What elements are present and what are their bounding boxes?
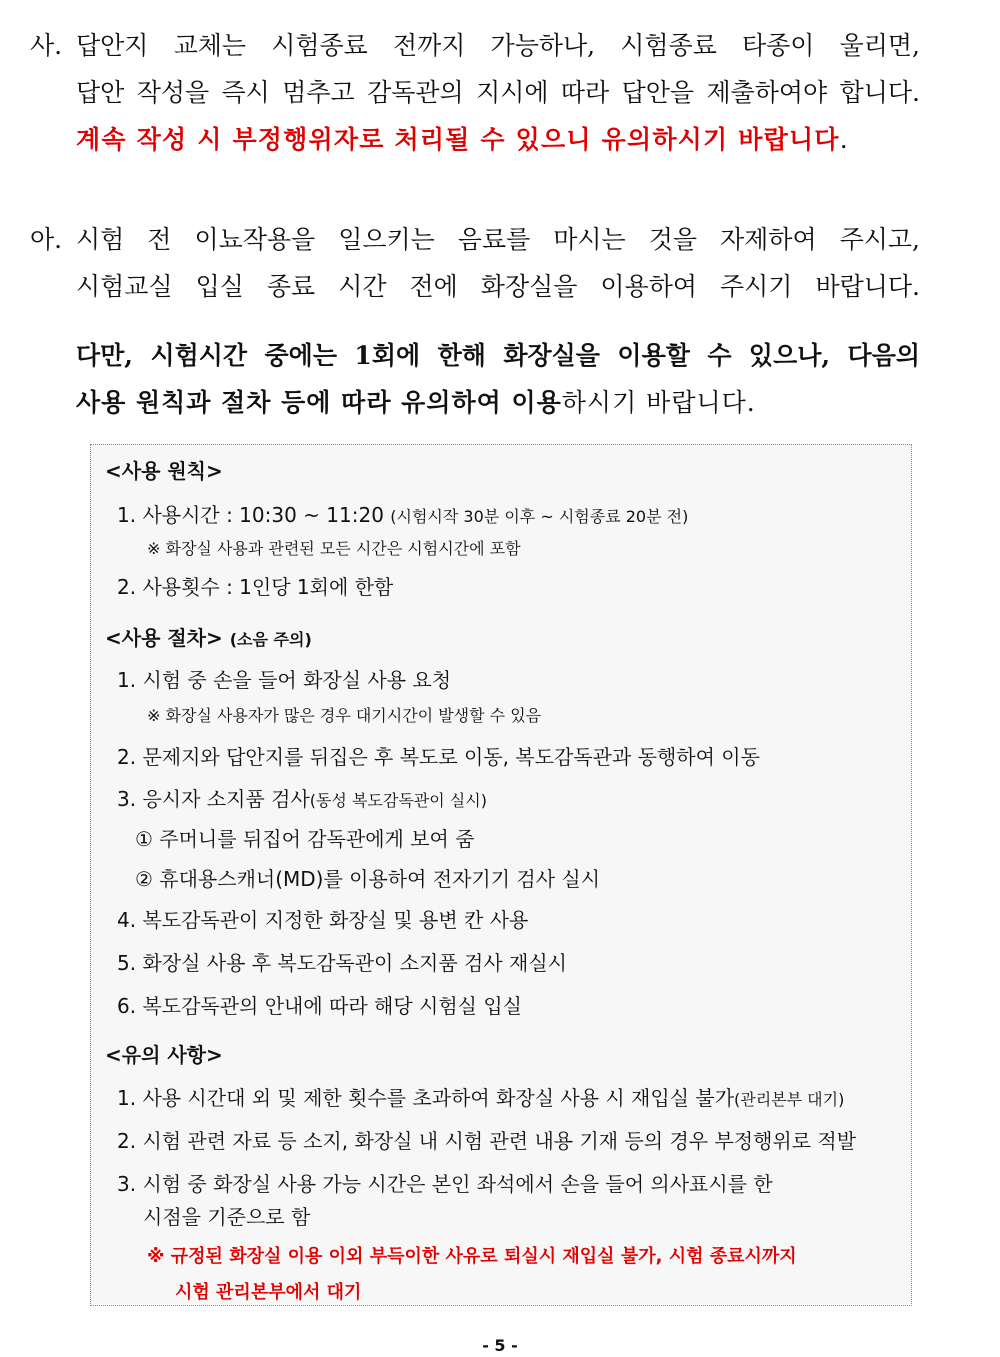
section-sa bbox=[30, 22, 920, 163]
procedure-title bbox=[105, 622, 312, 651]
caution-3-line1: 3. 시험 중 화장실 사용 가능 시간은 본인 좌석에서 손을 들어 의사표시를 한 bbox=[117, 1172, 773, 1196]
section-a-cont bbox=[30, 332, 920, 426]
caution-3-line2: 시점을 기준으로 함 bbox=[143, 1205, 311, 1229]
caution-1 bbox=[117, 1082, 844, 1111]
principle-1-detail: (시험시작 30분 이후 ~ 시험종료 20분 전) bbox=[390, 507, 689, 526]
section-sa-period: . bbox=[839, 125, 849, 154]
principle-1 bbox=[117, 499, 688, 528]
procedure-3 bbox=[117, 783, 487, 812]
caution-warning-line2: 시험 관리본부에서 대기 bbox=[175, 1282, 362, 1303]
procedure-3-b: ② 휴대용스캐너(MD)를 이용하여 전자기기 검사 실시 bbox=[135, 867, 601, 891]
caution-2: 2. 시험 관련 자료 등 소지, 화장실 내 시험 관련 내용 기재 등의 경우 부정행위로 적발 bbox=[117, 1129, 857, 1153]
principles-title: <사용 원칙> bbox=[105, 459, 223, 483]
section-a-line1: 시험 전 이뇨작용을 일으키는 음료를 마시는 것을 자제하여 주시고, bbox=[76, 225, 920, 254]
procedure-title-text: <사용 절차> bbox=[105, 626, 223, 650]
procedure-3-main: 3. 응시자 소지품 검사 bbox=[117, 787, 310, 811]
section-a-marker: 아. bbox=[30, 225, 63, 254]
section-a-line4-tail: 하시기 바랍니다. bbox=[561, 388, 756, 417]
caution-1-main: 1. 사용 시간대 외 및 제한 횟수를 초과하여 화장실 사용 시 재입실 불가 bbox=[117, 1086, 735, 1110]
section-a-line4 bbox=[30, 379, 920, 426]
procedure-1: 1. 시험 중 손을 들어 화장실 사용 요청 bbox=[117, 668, 452, 692]
procedure-2: 2. 문제지와 답안지를 뒤집은 후 복도로 이동, 복도감독관과 동행하여 이동 bbox=[117, 745, 760, 769]
procedure-subtitle: (소음 주의) bbox=[229, 630, 312, 649]
principle-1-note: ※ 화장실 사용과 관련된 모든 시간은 시험시간에 포함 bbox=[147, 539, 521, 558]
section-a-line4-bold: 사용 원칙과 절차 등에 따라 유의하여 이용 bbox=[76, 388, 562, 417]
restroom-rules-box bbox=[90, 444, 912, 1306]
section-a-line3: 다만, 시험시간 중에는 1회에 한해 화장실을 이용할 수 있으나, 다음의 bbox=[76, 341, 920, 370]
principle-1-main: 1. 사용시간 : 10:30 ~ 11:20 bbox=[117, 503, 391, 527]
caution-warning-line1: ※ 규정된 화장실 이용 이외 부득이한 사유로 퇴실시 재입실 불가, 시험 종료시까지 bbox=[147, 1246, 797, 1267]
procedure-3-detail: (동성 복도감독관이 실시) bbox=[309, 791, 487, 810]
caution-title: <유의 사항> bbox=[105, 1043, 223, 1067]
page-number: - 5 - bbox=[482, 1336, 518, 1355]
section-sa-line2: 답안 작성을 즉시 멈추고 감독관의 지시에 따라 답안을 제출하여야 합니다. bbox=[76, 78, 920, 107]
caution-1-detail: (관리본부 대기) bbox=[734, 1090, 845, 1109]
section-sa-line3 bbox=[30, 116, 920, 163]
procedure-6: 6. 복도감독관의 안내에 따라 해당 시험실 입실 bbox=[117, 994, 522, 1018]
procedure-1-note: ※ 화장실 사용자가 많은 경우 대기시간이 발생할 수 있음 bbox=[147, 706, 542, 725]
procedure-3-a: ① 주머니를 뒤집어 감독관에게 보여 줌 bbox=[135, 827, 475, 851]
procedure-5: 5. 화장실 사용 후 복도감독관이 소지품 검사 재실시 bbox=[117, 951, 567, 975]
procedure-4: 4. 복도감독관이 지정한 화장실 및 용변 칸 사용 bbox=[117, 908, 529, 932]
section-sa-marker: 사. bbox=[30, 31, 63, 60]
principle-2: 2. 사용횟수 : 1인당 1회에 한함 bbox=[117, 575, 394, 599]
section-sa-line1: 답안지 교체는 시험종료 전까지 가능하나, 시험종료 타종이 울리면, bbox=[76, 31, 920, 60]
section-a bbox=[30, 216, 920, 310]
section-a-line2: 시험교실 입실 종료 시간 전에 화장실을 이용하여 주시기 바랍니다. bbox=[76, 272, 920, 301]
section-sa-warning: 계속 작성 시 부정행위자로 처리될 수 있으니 유의하시기 바랍니다 bbox=[76, 125, 840, 154]
